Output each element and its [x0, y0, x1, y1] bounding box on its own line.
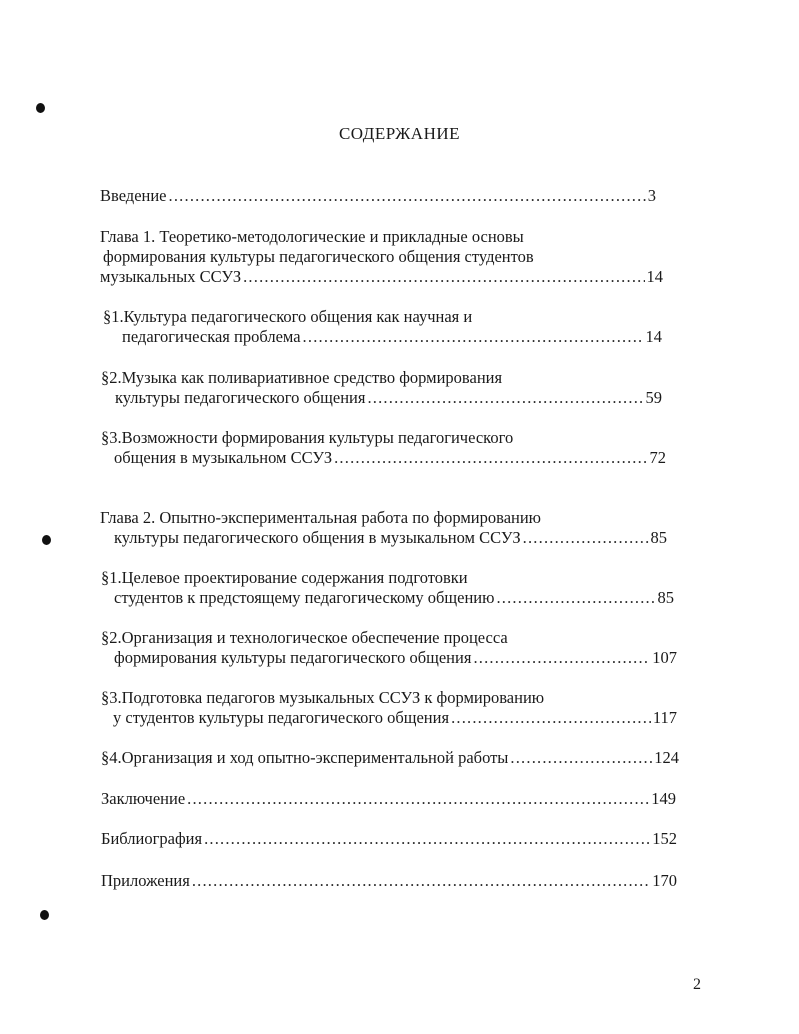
toc-entry-text: формирования культуры педагогического общения: [114, 648, 472, 667]
dot-leader: [510, 748, 652, 768]
punch-hole-mark: [40, 910, 49, 920]
toc-entry-chapter-1-line-1: Глава 1. Теоретико-методологические и прикладные основы: [100, 227, 524, 246]
toc-entry-chapter-2: [114, 528, 667, 548]
dot-leader: [303, 327, 644, 347]
dot-leader: [496, 588, 655, 608]
toc-entry-text: Приложения: [101, 871, 190, 890]
toc-entry-text: студентов к предстоящему педагогическому общению: [114, 588, 495, 607]
dot-leader: [523, 528, 649, 548]
toc-entry-text: Библиография: [101, 829, 203, 848]
toc-page-number: 14: [646, 267, 663, 286]
toc-page-number: 170: [652, 871, 677, 890]
toc-entry-text: педагогическая проблема: [122, 327, 301, 346]
toc-page-number: 14: [645, 327, 662, 346]
toc-entry-text: общения в музыкальном ССУЗ: [114, 448, 333, 467]
toc-page-number: 72: [649, 448, 666, 467]
toc-entry-ch2-section-1-line-1: §1.Целевое проектирование содержания подготовки: [101, 568, 468, 587]
toc-entry-ch2-section-2: [114, 648, 677, 668]
dot-leader: [187, 789, 649, 809]
toc-page-number: 85: [650, 528, 667, 547]
toc-page-number: 107: [652, 648, 677, 667]
toc-entry-ch1-section-3: [114, 448, 666, 468]
toc-entry-text: культуры педагогического общения: [115, 388, 366, 407]
toc-entry-chapter-2-line-1: Глава 2. Опытно-экспериментальная работа по формированию: [100, 508, 542, 527]
toc-entry-ch2-section-3: [113, 708, 677, 728]
toc-page-number: 149: [651, 789, 676, 808]
dot-leader: [367, 388, 643, 408]
dot-leader: [204, 829, 650, 849]
toc-page-number: 59: [645, 388, 662, 407]
toc-entry-ch1-section-3-line-1: §3.Возможности формирования культуры педагогического: [101, 428, 514, 447]
dot-leader: [451, 708, 651, 728]
dot-leader: [334, 448, 647, 468]
toc-entry-ch1-section-1: [122, 327, 662, 347]
toc-entry-conclusion: [101, 789, 676, 809]
toc-page-number: 117: [652, 708, 677, 727]
dot-leader: [473, 648, 650, 668]
toc-page-number: 3: [647, 186, 656, 205]
toc-page-number: 152: [652, 829, 677, 848]
toc-entry-bibliography: [101, 829, 677, 849]
dot-leader: [169, 186, 646, 206]
toc-entry-ch2-section-3-line-1: §3.Подготовка педагогов музыкальных ССУЗ к формированию: [101, 688, 545, 707]
toc-entry-ch2-section-1: [114, 588, 674, 608]
toc-entry-text: §4.Организация и ход опытно-экспериментальной работы: [101, 748, 509, 767]
toc-entry-ch1-section-2: [115, 388, 662, 408]
toc-entry-chapter-1: [100, 267, 663, 287]
toc-page-number: 85: [657, 588, 674, 607]
punch-hole-mark: [36, 103, 45, 113]
toc-entry-ch2-section-4: [101, 748, 679, 768]
toc-entry-text: музыкальных ССУЗ: [100, 267, 242, 286]
dot-leader: [243, 267, 644, 287]
punch-hole-mark: [42, 535, 51, 545]
toc-entry-text: культуры педагогического общения в музыкальном ССУЗ: [114, 528, 521, 547]
toc-page-number: 124: [654, 748, 679, 767]
toc-entry-ch2-section-2-line-1: §2.Организация и технологическое обеспечение процесса: [101, 628, 508, 647]
toc-entry-ch1-section-2-line-1: §2.Музыка как поливариативное средство формирования: [101, 368, 503, 387]
page-title: СОДЕРЖАНИЕ: [338, 124, 461, 143]
toc-entry-ch1-section-1-line-1: §1.Культура педагогического общения как научная и: [103, 307, 473, 326]
toc-entry-text: у студентов культуры педагогического общения: [113, 708, 450, 727]
toc-entry-appendices: [101, 871, 677, 891]
page-number: 2: [693, 976, 701, 993]
toc-entry-text: Введение: [100, 186, 167, 205]
toc-entry-introduction: [100, 186, 656, 206]
dot-leader: [192, 871, 650, 891]
toc-entry-text: Заключение: [101, 789, 186, 808]
toc-entry-chapter-1-line-2: формирования культуры педагогического общения студентов: [103, 247, 534, 266]
